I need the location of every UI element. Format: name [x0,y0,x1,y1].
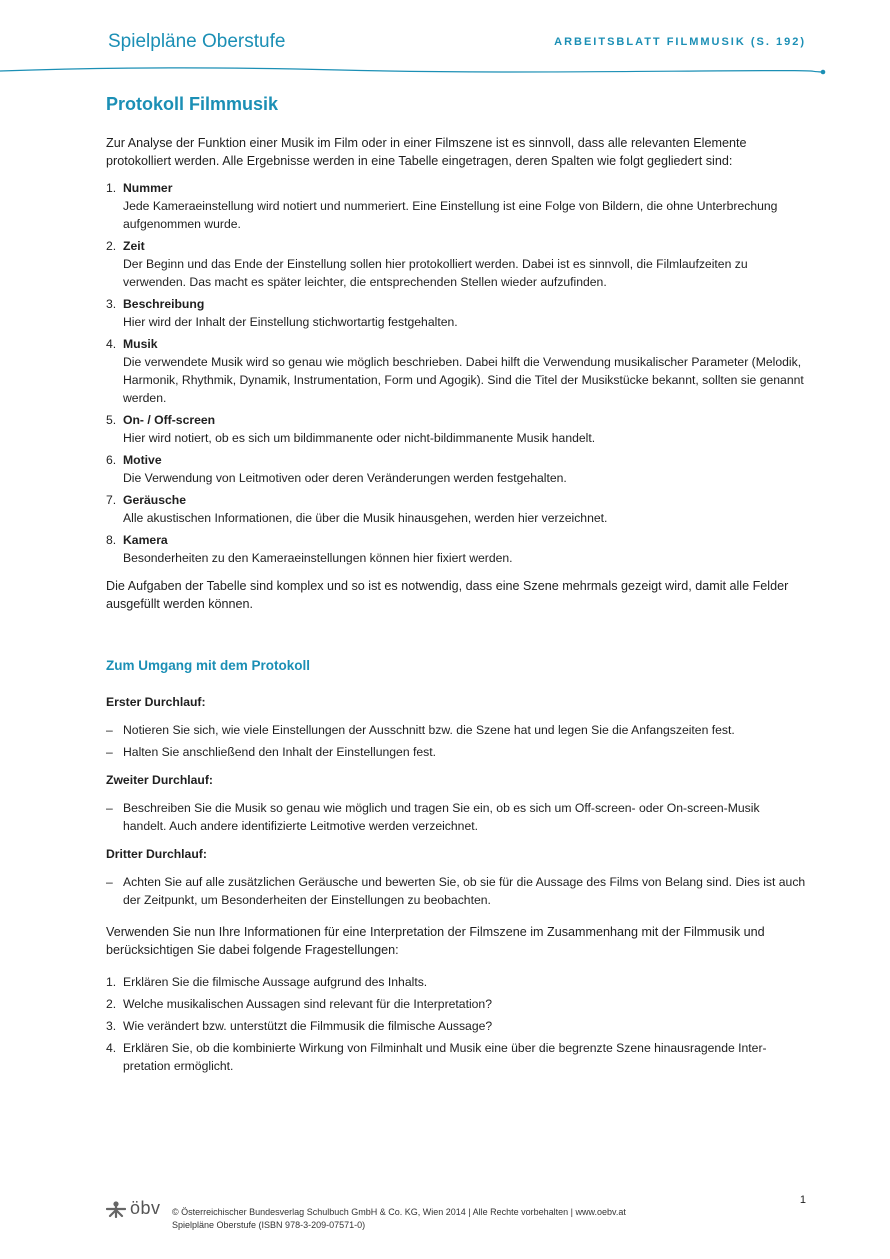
publisher-logo [106,1198,161,1219]
dash-bullet: – [106,745,113,759]
question-text: Erklären Sie die filmische Aussage aufgrund des Inhalts. [123,975,428,989]
pass-item-text: Halten Sie anschließend den Inhalt der Einstellungen fest. [123,745,437,759]
element-item [106,491,806,527]
element-number: 4. [106,337,117,351]
element-item [106,295,806,331]
element-description: Hier wird der Inhalt der Einstellung stichwortartig festgehalten. [123,315,458,329]
pass-list [106,873,806,909]
interpretation-paragraph: Verwenden Sie nun Ihre Informationen für eine Interpretation der Filmszene im Zusammenhang mit der Filmmusik und berücksichtigen Sie dabei folgende Fragestellungen: [106,925,765,957]
pass-item [106,873,806,909]
question-list [106,973,806,1075]
element-title: Beschreibung [123,297,205,311]
pass-item [106,799,806,835]
pass-item-text: Beschreiben Sie die Musik so genau wie möglich und tragen Sie ein, ob es sich um Off-screen- oder On-screen-Musik handelt. Auch andere identifizierte Leitmotive werden verzeichnet. [123,801,760,833]
element-title: Kamera [123,533,168,547]
question-item [106,995,806,1013]
question-number: 2. [106,997,117,1011]
question-text: Welche musikalischen Aussagen sind relevant für die Interpretation? [123,997,492,1011]
element-number: 7. [106,493,117,507]
question-item [106,973,806,991]
element-description: Jede Kameraeinstellung wird notiert und nummeriert. Eine Einstellung ist eine Folge von Bildern, die ohne Unterbrechung aufgenommen wurde. [123,199,778,231]
dash-bullet: – [106,723,113,737]
pass-title: Zweiter Durchlauf: [106,773,213,787]
element-title: Zeit [123,239,145,253]
pass-item [106,743,806,761]
page-title: Protokoll Filmmusik [106,94,279,114]
element-description: Hier wird notiert, ob es sich um bildimmanente oder nicht-bildimmanente Musik handelt. [123,431,596,445]
element-title: On- / Off-screen [123,413,216,427]
question-text: Erklären Sie, ob die kombinierte Wirkung von Filminhalt und Musik eine über die begrenzte Szene hinausragende Interpretation ermöglicht. [123,1041,767,1073]
pass-title: Erster Durchlauf: [106,695,206,709]
element-item [106,451,806,487]
question-number: 1. [106,975,117,989]
element-number: 2. [106,239,117,253]
closing-paragraph: Die Aufgaben der Tabelle sind komplex und so ist es notwendig, dass eine Szene mehrmals gezeigt wird, damit alle Felder ausgefüllt werden können. [106,579,789,611]
element-number: 1. [106,181,117,195]
element-title: Geräusche [123,493,187,507]
intro-paragraph: Zur Analyse der Funktion einer Musik im Film oder in einer Filmszene ist es sinnvoll, dass alle relevanten Elemente protokolliert werden. Alle Ergebnisse werden in eine Tabelle eingetragen, deren Spalten wie folgt gegliedert sind: [106,136,747,168]
element-number: 5. [106,413,117,427]
question-item [106,1039,806,1075]
page-number: 1 [799,1194,806,1206]
element-title: Musik [123,337,158,351]
footer-copyright [172,1206,626,1232]
element-number: 8. [106,533,117,547]
question-number: 4. [106,1041,117,1055]
element-description: Die verwendete Musik wird so genau wie möglich beschrieben. Dabei hilft die Verwendung musikalischer Parameter (Melodik, Harmonik, Rhythmik, Dynamik, Instrumentation, Form und Agogik). Sind die Titel der Musikstücke bekannt, sollten sie genannt werden. [123,355,804,405]
element-description: Die Verwendung von Leitmotiven oder deren Veränderungen werden festgehalten. [123,471,567,485]
question-text: Wie verändert bzw. unterstützt die Filmmusik die filmische Aussage? [123,1019,493,1033]
worksheet-label: ARBEITSBLATT FILMMUSIK (S. 192) [554,36,806,48]
element-item [106,411,806,447]
element-list [106,179,806,567]
book-title: Spielpläne Oberstufe [108,31,286,52]
pass-list [106,799,806,835]
publisher-logo-text: öbv [130,1198,161,1218]
pass-item-text: Notieren Sie sich, wie viele Einstellungen der Ausschnitt bzw. die Szene hat und legen Sie die Anfangszeiten fest. [123,723,735,737]
question-number: 3. [106,1019,117,1033]
element-item [106,179,806,233]
dash-bullet: – [106,875,113,889]
element-number: 3. [106,297,117,311]
question-item [106,1017,806,1035]
pass-item-text: Achten Sie auf alle zusätzlichen Geräusche und bewerten Sie, ob sie für die Aussage des Films von Belang sind. Dies ist auch der Zeitpunkt, um Besonderheiten der Einstellungen zu beobachten. [123,875,806,907]
element-description: Alle akustischen Informationen, die über die Musik hinausgehen, werden hier verzeichnet. [123,511,608,525]
element-item [106,237,806,291]
element-item [106,531,806,567]
publisher-logo-icon [106,1200,126,1218]
pass-title: Dritter Durchlauf: [106,847,207,861]
dash-bullet: – [106,801,113,815]
worksheet-content [106,92,806,1079]
pass-item [106,721,806,739]
header-wave-line [0,60,890,80]
pass-list [106,721,806,761]
element-title: Nummer [123,181,173,195]
isbn-line: Spielpläne Oberstufe (ISBN 978-3-209-07571-0) [172,1220,366,1230]
element-number: 6. [106,453,117,467]
element-description: Der Beginn und das Ende der Einstellung sollen hier protokolliert werden. Dabei ist es sinnvoll, die Filmlaufzeiten zu verwenden. Das macht es später leichter, die entsprechenden Stellen wieder aufzufinden. [123,257,748,289]
element-item [106,335,806,407]
element-title: Motive [123,453,162,467]
protocol-heading: Zum Umgang mit dem Protokoll [106,658,311,673]
element-description: Besonderheiten zu den Kameraeinstellungen können hier fixiert werden. [123,551,513,565]
copyright-line: © Österreichischer Bundesverlag Schulbuch GmbH & Co. KG, Wien 2014 | Alle Rechte vorbehalten | www.oebv.at [172,1207,626,1217]
